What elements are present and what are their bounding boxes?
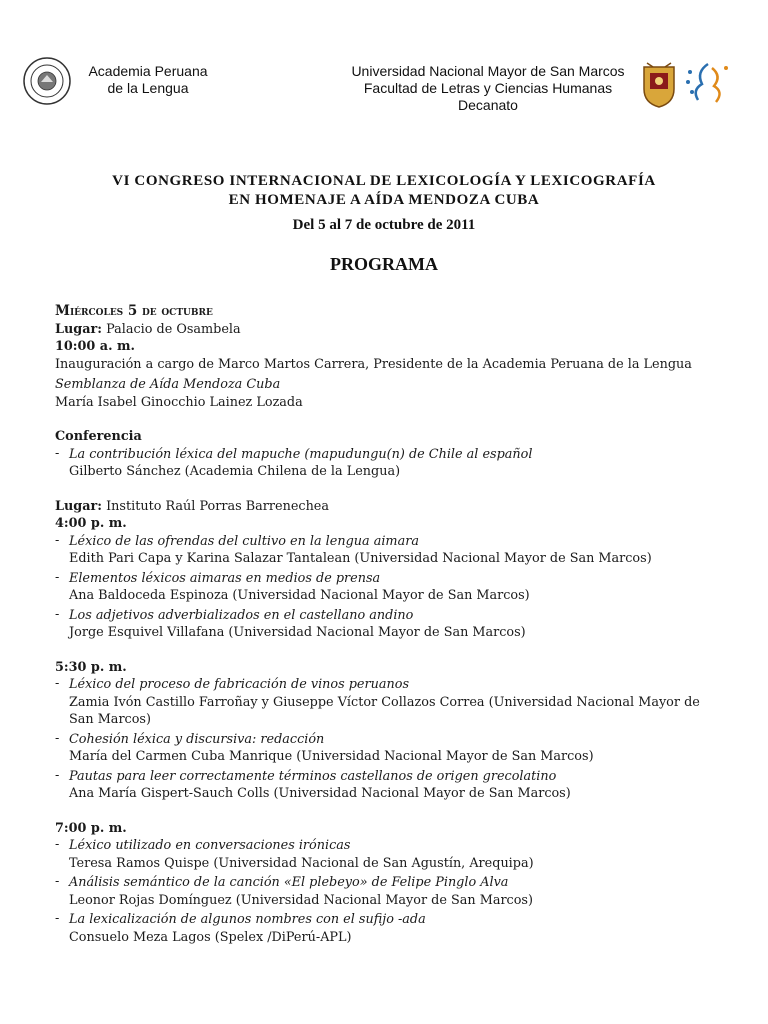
san-marcos-crest-icon <box>641 61 677 109</box>
time-slot: 5:30 p. m. <box>55 659 127 675</box>
list-item <box>55 731 725 766</box>
event-title-line2: EN HOMENAJE A AÍDA MENDOZA CUBA <box>228 192 540 208</box>
venue-name: Instituto Raúl Porras Barrenechea <box>106 498 330 514</box>
event-dates: Del 5 al 7 de octubre de 2011 <box>292 217 476 233</box>
list-item <box>55 570 725 605</box>
talk-title: Léxico del proceso de fabricación de vinos peruanos <box>69 677 410 692</box>
talk-speaker: Edith Pari Capa y Karina Salazar Tantalean (Universidad Nacional Mayor de San Marcos) <box>69 551 652 566</box>
inauguration-line: Inauguración a cargo de Marco Martos Carrera, Presidente de la Academia Peruana de la Lengua <box>55 356 692 372</box>
list-item <box>55 446 725 481</box>
header-right-line3: Decanato <box>458 97 518 113</box>
bullet-dash: - <box>55 911 60 926</box>
program-body <box>55 303 725 946</box>
academia-seal-icon <box>22 56 72 106</box>
bullet-dash: - <box>55 606 60 622</box>
header-left <box>78 63 218 97</box>
venue-label: Lugar: <box>55 498 103 514</box>
venue-label: Lugar: <box>55 321 103 337</box>
header-right-line1: Universidad Nacional Mayor de San Marcos <box>351 63 625 79</box>
talk-speaker: Leonor Rojas Domínguez (Universidad Nacional Mayor de San Marcos) <box>69 892 533 908</box>
talk-title: Los adjetivos adverbializados en el castellano andino <box>69 607 414 623</box>
talk-speaker: Teresa Ramos Quispe (Universidad Nacional de San Agustín, Arequipa) <box>69 855 534 871</box>
talk-title: La lexicalización de algunos nombres con el sufijo -ada <box>69 912 426 927</box>
talk-title: La contribución léxica del mapuche (mapudungu(n) de Chile al español <box>69 446 533 462</box>
bullet-dash: - <box>55 730 60 746</box>
talk-title: Elementos léxicos aimaras en medios de prensa <box>69 570 381 586</box>
session-list <box>55 837 725 946</box>
list-item <box>55 837 725 872</box>
header-right <box>338 63 638 114</box>
session-list <box>55 676 725 803</box>
list-item <box>55 874 725 909</box>
talk-title: Léxico utilizado en conversaciones irónicas <box>69 838 351 853</box>
event-title-line1: VI CONGRESO INTERNACIONAL DE LEXICOLOGÍA Y LEXICOGRAFÍA <box>112 173 656 189</box>
conferencia-heading: Conferencia <box>55 429 142 444</box>
venue-line-1 <box>55 321 725 339</box>
list-item <box>55 911 725 946</box>
talk-speaker: Ana Baldoceda Espinoza (Universidad Nacional Mayor de San Marcos) <box>69 588 530 603</box>
talk-title: Análisis semántico de la canción «El plebeyo» de Felipe Pinglo Alva <box>69 875 509 890</box>
faculty-logo-icon <box>682 58 734 106</box>
bullet-dash: - <box>55 445 60 461</box>
event-title <box>0 172 768 210</box>
header-right-line2: Facultad de Letras y Ciencias Humanas <box>363 80 613 96</box>
bullet-dash: - <box>55 569 60 585</box>
bullet-dash: - <box>55 532 60 548</box>
talk-speaker: Jorge Esquivel Villafana (Universidad Nacional Mayor de San Marcos) <box>69 625 526 640</box>
talk-speaker: Consuelo Meza Lagos (Spelex /DiPerú-APL) <box>69 929 352 945</box>
program-heading: PROGRAMA <box>330 254 438 274</box>
bullet-dash: - <box>55 767 60 783</box>
list-item <box>55 607 725 642</box>
talk-speaker: Ana María Gispert-Sauch Colls (Universidad Nacional Mayor de San Marcos) <box>69 786 571 801</box>
talk-title: Pautas para leer correctamente términos castellanos de origen grecolatino <box>69 768 557 784</box>
list-item <box>55 676 725 729</box>
talk-title: Léxico de las ofrendas del cultivo en la lengua aimara <box>69 533 419 549</box>
header-left-line1: Academia Peruana <box>88 63 208 79</box>
bullet-dash: - <box>55 676 60 691</box>
session-list <box>55 533 725 642</box>
talk-speaker: Zamia Ivón Castillo Farroñay y Giuseppe Víctor Collazos Correa (Universidad Nacional Mayor de San Marcos) <box>69 694 700 727</box>
talk-speaker: Gilberto Sánchez (Academia Chilena de la Lengua) <box>69 464 401 479</box>
bullet-dash: - <box>55 874 60 889</box>
bullet-dash: - <box>55 837 60 852</box>
list-item <box>55 533 725 568</box>
venue-line-2 <box>55 498 725 516</box>
time-slot: 10:00 a. m. <box>55 339 135 354</box>
semblanza-speaker: María Isabel Ginocchio Lainez Lozada <box>55 394 303 410</box>
talk-title: Cohesión léxica y discursiva: redacción <box>69 731 325 747</box>
time-slot: 4:00 p. m. <box>55 516 127 531</box>
venue-name: Palacio de Osambela <box>106 321 241 337</box>
semblanza-title: Semblanza de Aída Mendoza Cuba <box>55 377 281 392</box>
list-item <box>55 768 725 803</box>
talk-speaker: María del Carmen Cuba Manrique (Universidad Nacional Mayor de San Marcos) <box>69 749 594 764</box>
day-heading: Miércoles 5 de octubre <box>55 303 213 319</box>
time-slot: 7:00 p. m. <box>55 820 127 836</box>
header-left-line2: de la Lengua <box>107 80 189 96</box>
